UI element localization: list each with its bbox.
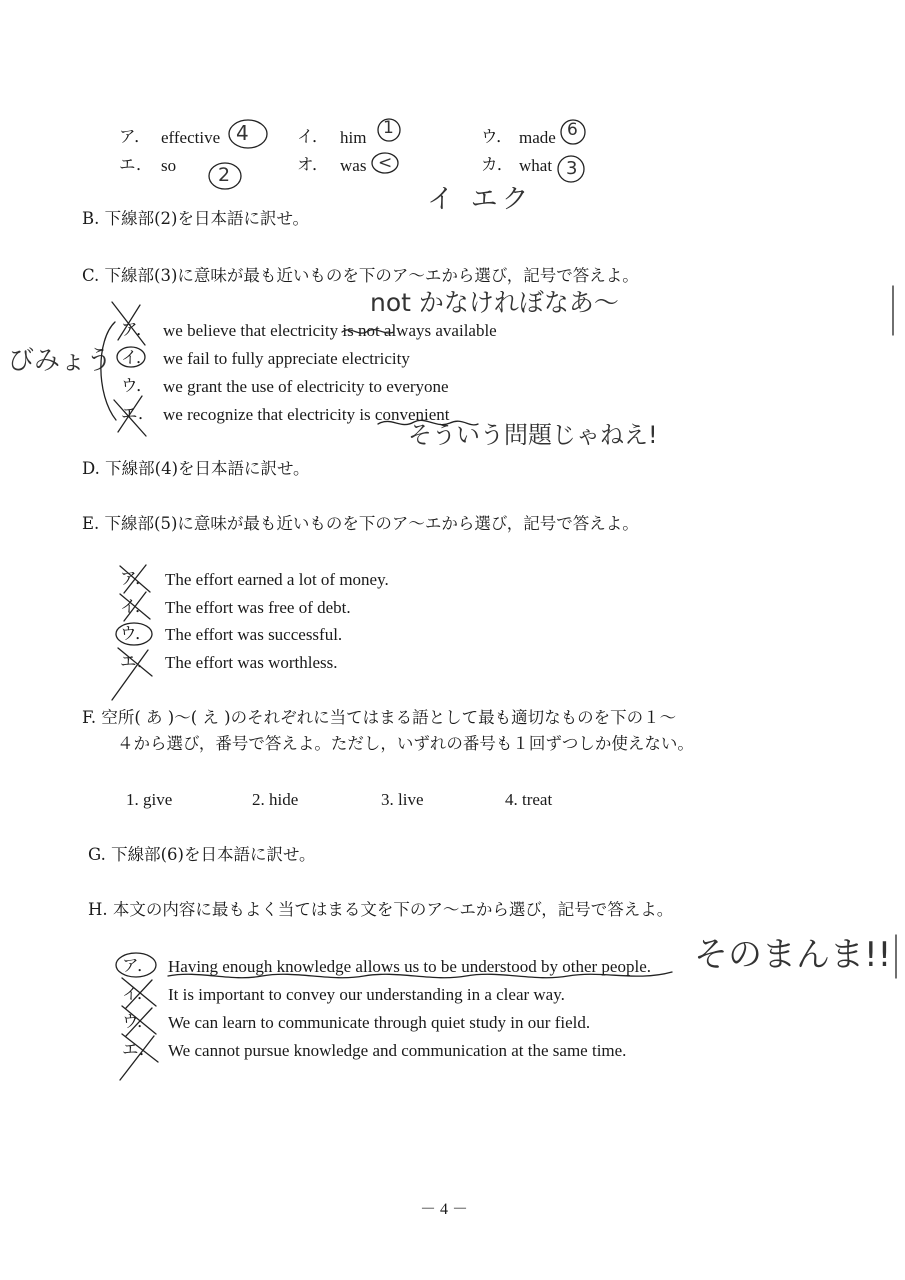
question-f-line2: ４から選び，番号で答えよ。ただし，いずれの番号も１回ずつしか使えない。 <box>117 734 694 753</box>
option-kana: ウ． <box>121 376 153 395</box>
option-text: we believe that electricity is not always available <box>163 321 497 340</box>
handwritten-number: 1 <box>383 118 394 138</box>
question-g: G. 下線部(6)を日本語に訳せ。 <box>88 845 316 864</box>
question-b: B. 下線部(2)を日本語に訳せ。 <box>82 209 309 228</box>
option-text: We cannot pursue knowledge and communication at the same time. <box>168 1041 627 1060</box>
choice-word: was <box>340 156 367 175</box>
option-kana: イ． <box>122 984 154 1003</box>
option-text: we grant the use of electricity to everyone <box>163 377 449 396</box>
choice-kana: ウ． <box>481 127 513 146</box>
option-text: The effort earned a lot of money. <box>165 570 389 589</box>
handwritten-number: < <box>378 153 393 173</box>
handwritten-number: 4 <box>236 121 249 145</box>
choice-word: him <box>340 128 367 147</box>
word-option: 4. treat <box>505 790 553 809</box>
handwritten-number: 2 <box>218 164 231 186</box>
choice-kana: カ． <box>481 155 514 174</box>
word-option: 2. hide <box>252 790 299 809</box>
option-text: The effort was worthless. <box>165 653 338 672</box>
option-text: It is important to convey our understanding in a clear way. <box>168 985 565 1004</box>
question-h: H. 本文の内容に最もよく当てはまる文を下のア〜エから選び，記号で答えよ。 <box>88 900 674 919</box>
handwritten-answer: イ エク <box>427 184 533 215</box>
option-kana: ア． <box>122 956 154 975</box>
option-text: The effort was successful. <box>165 625 343 644</box>
question-c: C. 下線部(3)に意味が最も近いものを下のア〜エから選び，記号で答えよ。 <box>82 266 639 285</box>
choice-kana: ア． <box>119 127 151 146</box>
handwritten-note: not かなけれぼなあ〜 <box>370 288 619 317</box>
option-kana: イ． <box>120 597 152 616</box>
option-kana: エ． <box>122 1040 156 1059</box>
question-d: D. 下線部(4)を日本語に訳せ。 <box>82 459 310 478</box>
handwritten-number: 3 <box>566 158 578 179</box>
word-option: 3. live <box>381 790 424 809</box>
option-kana: イ． <box>121 348 153 367</box>
choice-word: so <box>161 156 177 175</box>
choice-word: effective <box>161 128 221 147</box>
option-kana: ア． <box>121 320 153 339</box>
choice-kana: エ． <box>119 155 153 174</box>
question-f-line1: F. 空所( あ )〜( え )のそれぞれに当てはまる語として最も適切なものを下の１〜 <box>82 708 677 727</box>
option-kana: ア． <box>120 569 152 588</box>
option-text: We can learn to communicate through quiet study in our field. <box>168 1013 591 1032</box>
choice-kana: オ． <box>297 155 329 174</box>
choice-word: what <box>519 156 553 175</box>
option-kana: ウ． <box>122 1012 154 1031</box>
handwritten-note: そのまんま!! <box>694 935 892 975</box>
option-kana: エ． <box>120 652 154 671</box>
option-kana: ウ． <box>120 624 152 643</box>
handwritten-note: びみょう <box>8 346 113 376</box>
option-text: Having enough knowledge allows us to be understood by other people. <box>168 957 651 976</box>
handwritten-number: 6 <box>567 120 578 140</box>
page-number: － 4 － <box>420 1201 469 1218</box>
option-kana: エ． <box>121 404 155 423</box>
word-option: 1. give <box>126 790 173 809</box>
choice-kana: イ． <box>297 127 329 146</box>
option-text: The effort was free of debt. <box>165 598 351 617</box>
choice-word: made <box>519 128 556 147</box>
handwritten-note: そういう問題じゃねえ! <box>408 421 658 449</box>
option-text: we fail to fully appreciate electricity <box>163 349 410 368</box>
question-e: E. 下線部(5)に意味が最も近いものを下のア〜エから選び，記号で答えよ。 <box>82 514 639 533</box>
option-text: we recognize that electricity is convenient <box>163 405 450 424</box>
